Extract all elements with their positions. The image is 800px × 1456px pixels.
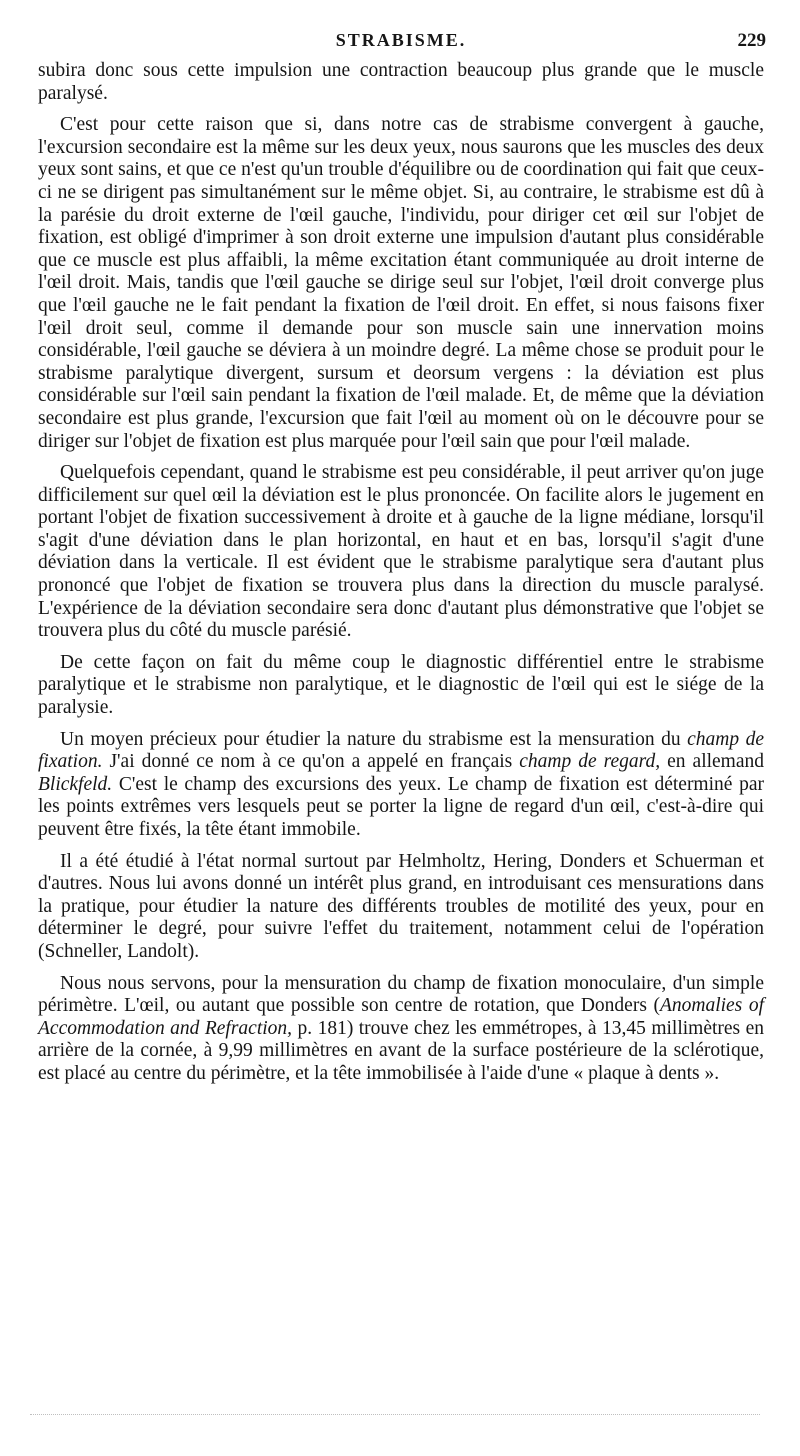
body-text xyxy=(38,60,764,1095)
running-title: STRABISME. xyxy=(335,30,467,50)
paragraph-secondary-excursion: C'est pour cette raison que si, dans notre cas de strabisme convergent à gauche, l'excursion secondaire est la même sur les deux yeux, nous saurons que les muscles des deux yeux sont sains, et que ce n'est qu'un trouble d'équilibre ou de coordination qui fait que ceux-ci ne se dirigent pas simultanément sur le même objet. Si, au contraire, le strabisme est dû à la parésie du droit externe de l'œil gauche, l'individu, pour diriger cet œil sur l'objet de fixation, est obligé d'imprimer à son droit externe une impulsion d'autant plus considérable que ce muscle est plus affaibli, la même excitation étant communiquée au droit interne de l'œil droit. Mais, tandis que l'œil gauche se dirige seul sur l'objet, l'œil droit converge plus que l'œil gauche ne le fait pendant la fixation de l'œil droit. En effet, si nous faisons fixer l'œil droit seul, comme il demande pour son muscle sain une innervation moins considérable, l'œil gauche se déviera à un moindre degré. La même chose se produit pour le strabisme paralytique divergent, sursum et deorsum vergens : la déviation est plus considérable sur l'œil sain pendant la fixation de l'œil malade. Et, de même que la déviation secondaire est plus grande, l'excursion que fait l'œil au moment où on le découvre pour se diriger sur l'objet de fixation est plus marquée pour l'œil sain que pour l'œil malade. xyxy=(38,114,764,452)
italic-book-title: Anomalies of Accommodation and Refraction, xyxy=(38,995,764,1039)
text-run: Un moyen précieux pour étudier la nature du strabisme est la mensuration du xyxy=(60,728,688,750)
text-run: en allemand xyxy=(660,751,765,773)
paragraph-perimeter-method xyxy=(38,973,764,1086)
italic-term-blickfeld: Blickfeld. xyxy=(38,773,113,795)
text-run: Nous nous servons, pour la mensuration du champ de fixation monoculaire, d'un simple périmètre. L'œil, ou autant que possible son centre de rotation, que Donders ( xyxy=(38,972,764,1017)
italic-term-champ-de-regard: champ de regard, xyxy=(519,751,661,773)
italic-term-champ-de-fixation: champ de fixation. xyxy=(38,728,764,773)
text-run: J'ai donné ce nom à ce qu'on a appelé en français xyxy=(102,751,520,773)
footer-rule xyxy=(30,1414,760,1415)
paragraph-continued: subira donc sous cette impulsion une contraction beaucoup plus grande que le muscle paralysé. xyxy=(38,60,764,104)
page-number: 229 xyxy=(737,30,766,51)
paragraph-field-of-fixation xyxy=(38,729,764,842)
running-header xyxy=(36,30,766,56)
paragraph-fixation-test: Quelquefois cependant, quand le strabisme est peu considérable, il peut arriver qu'on juge difficilement sur quel œil la déviation est le plus prononcée. On facilite alors le jugement en portant l'objet de fixation successivement à droite et à gauche de la ligne médiane, lorsqu'il s'agit d'une déviation dans le plan horizontal, en haut et en bas, lorsqu'il s'agit d'une déviation dans la verticale. Il est évident que le strabisme paralytique sera d'autant plus prononcé que l'objet de fixation se trouvera plus dans la direction du muscle paralysé. L'expérience de la déviation secondaire sera donc d'autant plus démonstrative que l'objet se trouvera plus du côté du muscle parésié. xyxy=(38,462,764,642)
text-run: C'est le champ des excursions des yeux. Le champ de fixation est déterminé par les points extrêmes vers lesquels peut se porter la ligne de regard d'un œil, c'est-à-dire qui peuvent être fixés, la tête étant immobile. xyxy=(38,773,764,840)
text-run: p. 181) trouve chez les emmétropes, à 13,45 millimètres en arrière de la cornée, à 9,99 millimètres en avant de la surface postérieure de la sclérotique, est placé au centre du périmètre, et la tête immobilisée à l'aide d'une « plaque à dents ». xyxy=(38,1017,764,1084)
paragraph-differential-diagnosis: De cette façon on fait du même coup le diagnostic différentiel entre le strabisme paralytique et le strabisme non paralytique, et le diagnostic de l'œil qui est le siége de la paralysie. xyxy=(38,651,764,719)
paragraph-normal-state-studies: Il a été étudié à l'état normal surtout par Helmholtz, Hering, Donders et Schuerman et d'autres. Nous lui avons donné un intérêt plus grand, en introduisant ces mensurations dans la pratique, pour étudier la nature des différents troubles de motilité des yeux, pour en déterminer le degré, pour suivre l'effet du traitement, notamment celui de l'opération (Schneller, Landolt). xyxy=(38,850,764,962)
